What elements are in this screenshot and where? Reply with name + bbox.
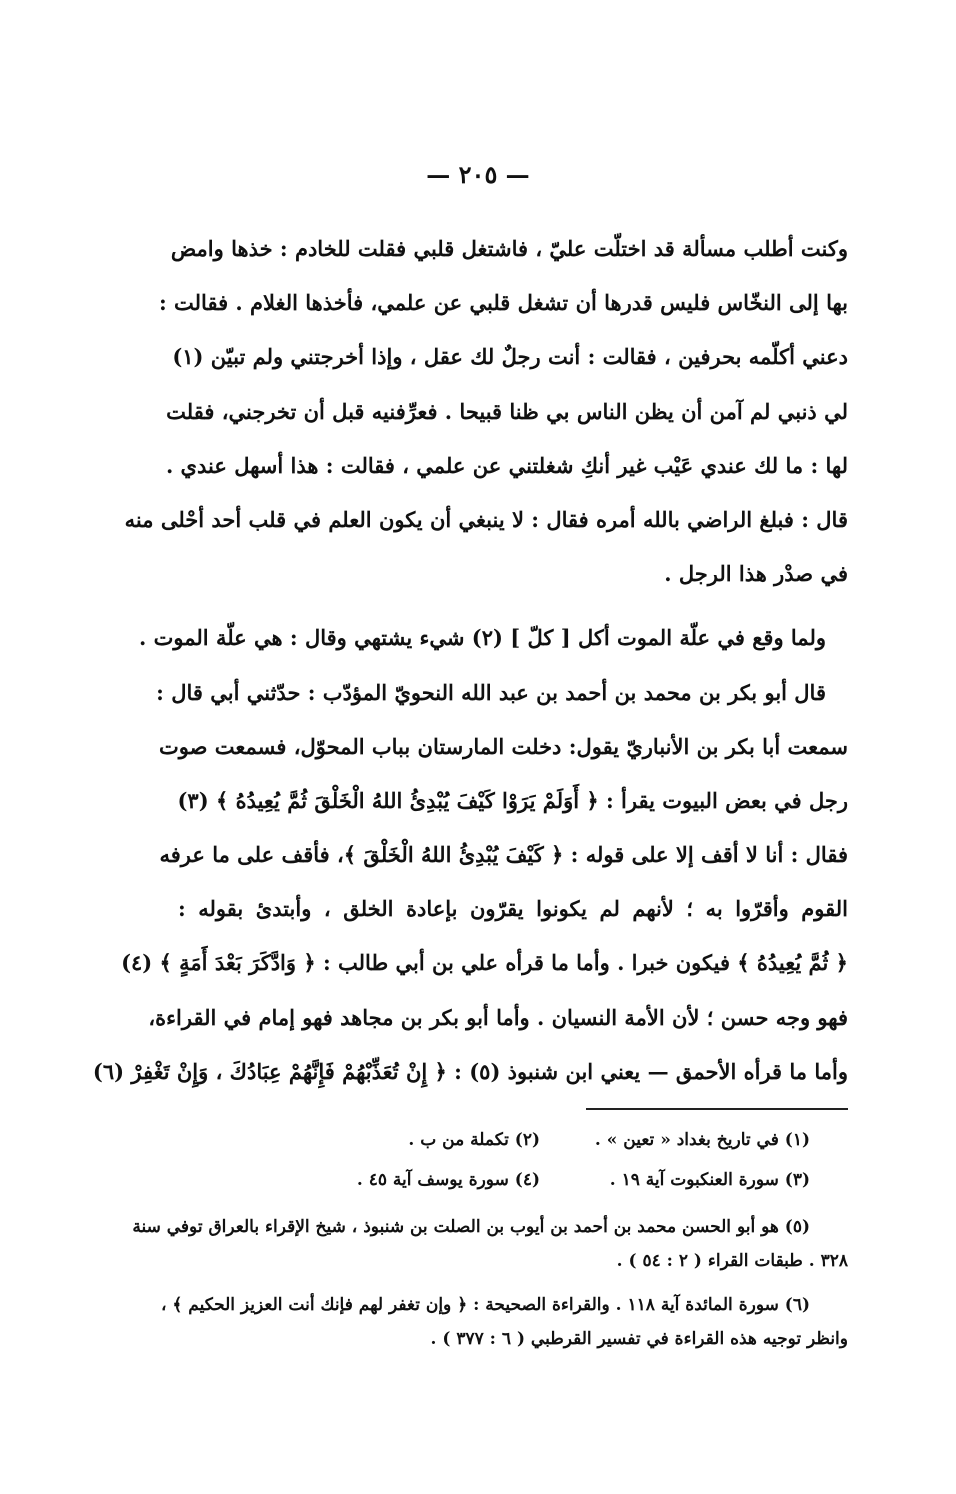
- footnote-5: (٥) هو أبو الحسن محمد بن أحمد بن أيوب بن الصلت بن شنبوذ ، شيخ الإقراء بالعراق توفي سنة: [132, 1217, 810, 1237]
- footnotes: [132, 1120, 848, 1356]
- text-line: ﴿ ثُمَّ يُعِيدُهُ ﴾ فيكون خبرا . وأما ما قرأه علي بن أبي طالب : ﴿ وَادَّكَرَ بَعْدَ أَمَةٍ ﴾ (٤): [121, 950, 848, 976]
- footnote-4: (٤) سورة يوسف آية ٤٥ .: [356, 1170, 540, 1190]
- footnote-5-continued: ٣٢٨ . طبقات القراء ( ٢ : ٥٤ ) .: [616, 1251, 848, 1271]
- text-line: لي ذنبي لم آمن أن يظن الناس بي ظنا قبيحا . فعرِّفنيه قبل أن تخرجني، فقلت: [166, 398, 848, 424]
- footnote-3: (٣) سورة العنكبوت آية ١٩ .: [609, 1170, 810, 1190]
- text-line: قال أبو بكر بن محمد بن أحمد بن عبد الله النحويّ المؤدّب : حدّثني أبي قال :: [156, 679, 826, 705]
- text-line: فقال : أنا لا أقف إلا على قوله : ﴿ كَيْفَ يُبْدِئُ اللهُ الْخَلْقَ ﴾، فأقف على ما عرفه: [159, 842, 848, 868]
- text-line: القوم وأقرّوا به ؛ لأنهم لم يكونوا يقرّون بإعادة الخلق ، وأبتدئ بقوله :: [178, 896, 848, 922]
- text-line: في صدْر هذا الرجل .: [664, 561, 848, 587]
- footnote-row: [178, 1120, 848, 1160]
- text-line: سمعت أبا بكر بن الأنباريّ يقول: دخلت المارستان بباب المحوّل، فسمعت صوت: [159, 733, 848, 759]
- footnote-1: (١) في تاريخ بغداد « تعين » .: [594, 1130, 810, 1150]
- text-line: رجل في بعض البيوت يقرأ : ﴿ أَوَلَمْ يَرَوْا كَيْفَ يُبْدِئُ اللهُ الْخَلْقَ ثُمَّ يُعِيدُهُ ﴾ (٣): [177, 787, 848, 813]
- text-line: لها : ما لك عندي عَيْب غير أنكِ شغلتني عن علمي ، فقالت : هذا أسهل عندي .: [165, 452, 848, 478]
- text-line: ولما وقع في علّة الموت أكل [ كلّ ] (٢) شيء يشتهي وقال : هي علّة الموت .: [139, 625, 826, 651]
- footnote-2: (٢) تكملة من ب .: [408, 1130, 540, 1150]
- text-line: فهو وجه حسن ؛ لأن الأمة النسيان . وأما أبو بكر بن مجاهد فهو إمام في القراءة،: [148, 1004, 848, 1030]
- text-line: قال : فبلغ الراضي بالله أمره فقال : لا ينبغي أن يكون العلم في قلب أحد أحْلى منه: [124, 506, 848, 532]
- main-text: [92, 222, 848, 1099]
- text-line: دعني أكلّمه بحرفين ، فقالت : أنت رجلٌ لك عقل ، وإذا أخرجتني ولم تبيّن (١): [172, 344, 848, 370]
- footnote-6: (٦) سورة المائدة آية ١١٨ . والقراءة الصحيحة : ﴿ وإن تغفر لهم فإنك أنت العزيز الحكيم ﴾ ،: [161, 1295, 810, 1315]
- page-number: — ٢٠٥ —: [426, 160, 530, 189]
- footnote-row: [178, 1160, 848, 1200]
- text-line: وكنت أطلب مسألة قد اختلّت عليّ ، فاشتغل قلبي فقلت للخادم : خذها وامض: [170, 236, 848, 261]
- footnote-6-continued: وانظر توجيه هذه القراءة في تفسير القرطبي ( ٦ : ٣٧٧ ) .: [430, 1329, 848, 1349]
- text-line: وأما ما قرأه الأحمق — يعني ابن شنبوذ (٥) : ﴿ إِنْ تُعَذِّبْهُمْ فَإِنَّهُمْ عِبَادُكَ ، وَإِنْ تَغْفِرْ (٦): [92, 1058, 848, 1084]
- text-line: بها إلى النخّاس فليس قدرها أن تشغل قلبي عن علمي، فأخذها الغلام . فقالت :: [158, 290, 848, 316]
- footnote-separator: [586, 1108, 848, 1110]
